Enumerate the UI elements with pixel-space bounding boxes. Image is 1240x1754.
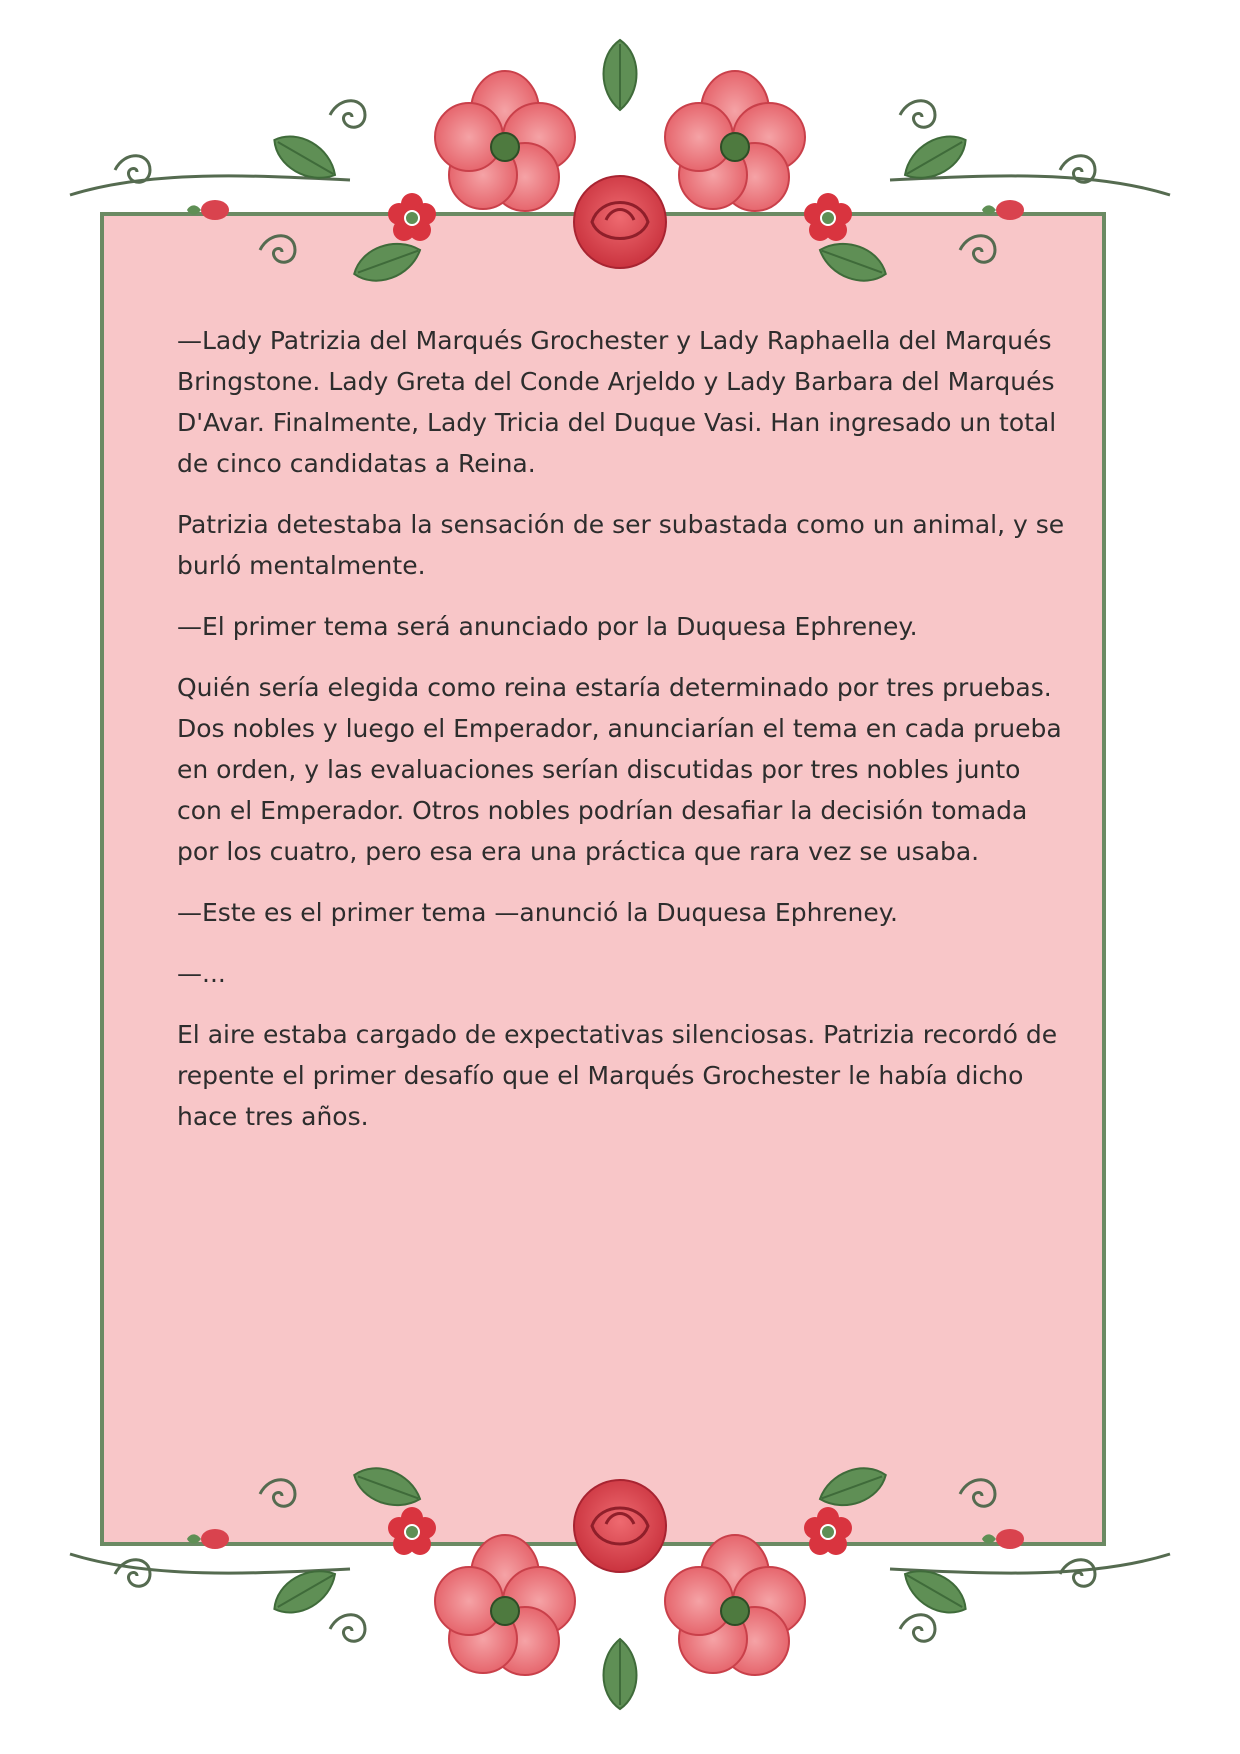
paragraph: —Este es el primer tema —anunció la Duquesa Ephreney.	[177, 898, 898, 927]
paragraph: El aire estaba cargado de expectativas silenciosas. Patrizia recordó de repente el primer desafío que el Marqués Grochester le había dicho hace tres años.	[177, 1020, 1058, 1131]
paragraph: —El primer tema será anunciado por la Duquesa Ephreney.	[177, 612, 918, 641]
floral-garland-top	[0, 0, 1240, 340]
document-body	[177, 320, 1067, 1157]
paragraph: Quién sería elegida como reina estaría determinado por tres pruebas. Dos nobles y luego el Emperador, anunciarían el tema en cada prueba en orden, y las evaluaciones serían discutidas por tres nobles junto con el Emperador. Otros nobles podrían desafiar la decisión tomada por los cuatro, pero esa era una práctica que rara vez se usaba.	[177, 673, 1062, 866]
paragraph: Patrizia detestaba la sensación de ser subastada como un animal, y se burló mentalmente.	[177, 510, 1065, 580]
floral-garland-bottom	[0, 1414, 1240, 1754]
paragraph: —...	[177, 959, 226, 988]
paragraph: —Lady Patrizia del Marqués Grochester y Lady Raphaella del Marqués Bringstone. Lady Greta del Conde Arjeldo y Lady Barbara del Marqués D'Avar. Finalmente, Lady Tricia del Duque Vasi. Han ingresado un total de cinco candidatas a Reina.	[177, 326, 1057, 478]
